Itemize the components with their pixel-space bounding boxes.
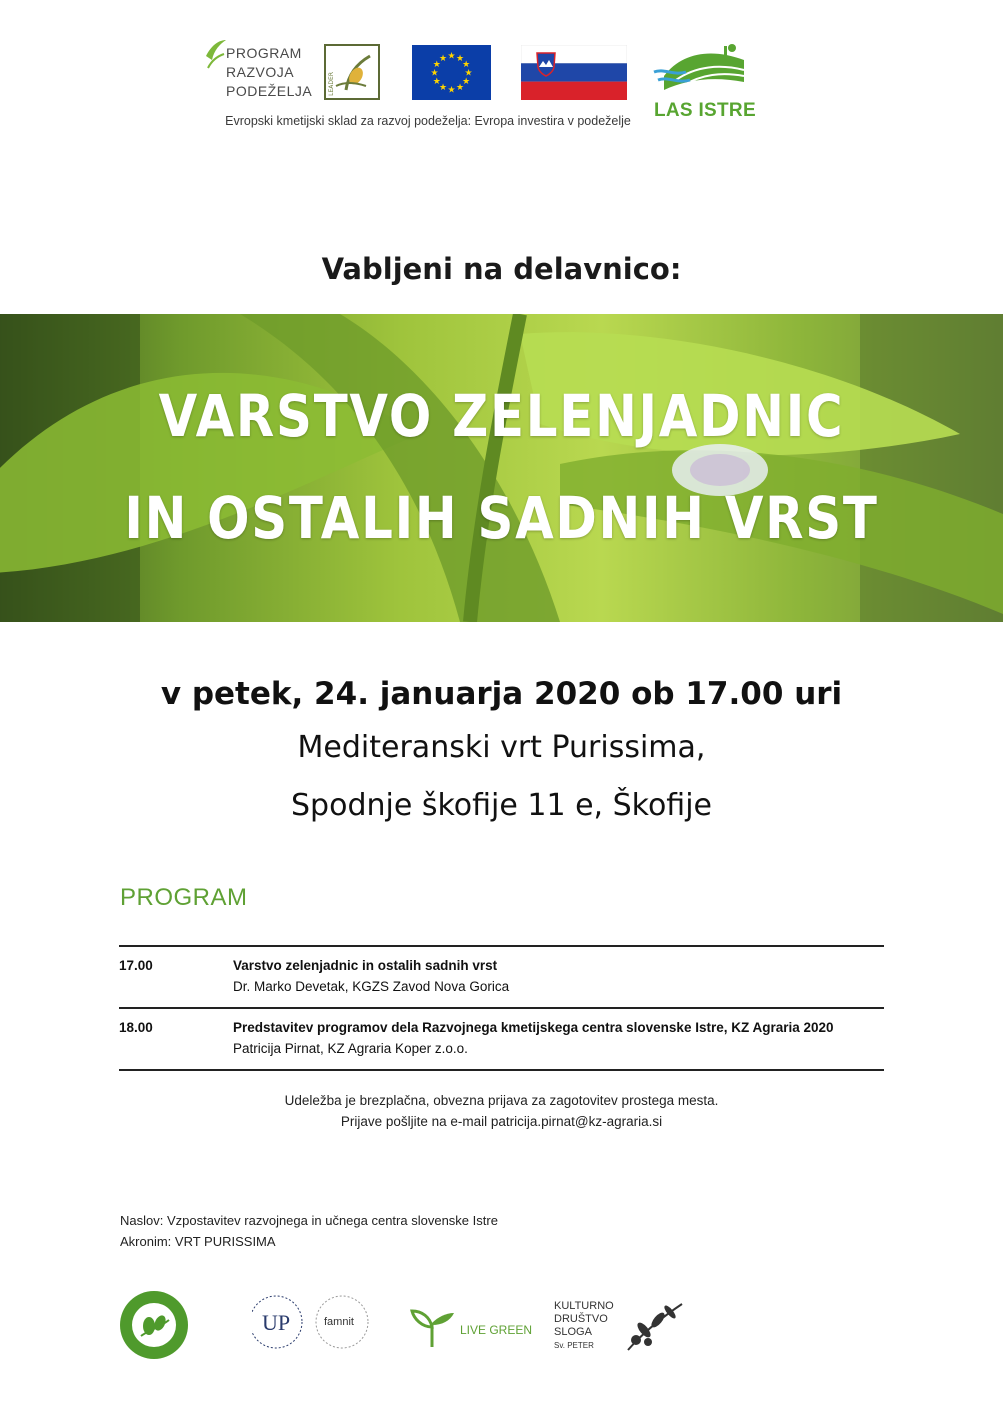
eu-star-icon: ★ (447, 51, 456, 62)
eu-star-icon: ★ (462, 60, 471, 70)
eu-star-icon: ★ (455, 53, 465, 64)
event-date: v petek, 24. januarja 2020 ob 17.00 uri (160, 676, 843, 712)
program-time: 17.00 (119, 958, 153, 973)
leaf-photo (0, 314, 1003, 622)
eu-star-icon: ★ (432, 77, 441, 87)
program-speaker: Patricija Pirnat, KZ Agraria Koper z.o.o. (233, 1041, 468, 1056)
program-row (119, 1007, 884, 1071)
program-row (119, 945, 884, 1007)
up-label: UP (262, 1310, 291, 1335)
eu-star-icon: ★ (438, 53, 448, 64)
kd-sloga-text: KULTURNO DRUŠTVO SLOGA Sv. PETER (554, 1300, 614, 1350)
las-istre-label: LAS ISTRE (654, 100, 756, 121)
banner-title-line2: IN OSTALIH SADNIH VRST (124, 484, 879, 552)
olive-branch-icon (119, 1290, 189, 1360)
eu-star-icon: ★ (464, 68, 473, 79)
eu-star-icon: ★ (430, 68, 439, 79)
program-razvoja-text: PROGRAM RAZVOJA PODEŽELJA (226, 45, 313, 99)
registration-note: Udeležba je brezplačna, obvezna prijava za zagotovitev prostega mesta. (284, 1093, 719, 1108)
program-speaker: Dr. Marko Devetak, KGZS Zavod Nova Gorica (233, 979, 510, 994)
leader-logo (324, 44, 380, 100)
program-title: Predstavitev programov dela Razvojnega kmetijskega centra slovenske Istre, KZ Agraria 2020 (233, 1020, 834, 1035)
event-venue: Mediteranski vrt Purissima, (297, 730, 706, 765)
famnit-label: famnit (324, 1316, 354, 1328)
las-istre-hills-icon (652, 42, 762, 98)
workshop-banner (0, 314, 1003, 622)
program-table (119, 945, 884, 1071)
project-acronym: Akronim: VRT PURISSIMA (120, 1234, 276, 1249)
eu-flag-icon (412, 45, 491, 100)
leader-label: LEADER (328, 72, 335, 96)
event-address: Spodnje škofije 11 e, Škofije (291, 788, 712, 823)
kd-sloga-logo (554, 1300, 694, 1360)
invite-heading: Vabljeni na delavnico: (321, 252, 682, 286)
program-razvoja-podezelja-logo (204, 38, 314, 108)
eu-star-icon: ★ (438, 83, 448, 94)
slovenia-flag-icon (521, 45, 627, 100)
leaf-swoosh-icon (204, 38, 228, 72)
live-green-label: LIVE GREEN (460, 1323, 533, 1337)
agraria-koper-logo (119, 1290, 189, 1360)
sprout-icon (408, 1303, 456, 1351)
eafrd-slogan: Evropski kmetijski sklad za razvoj podeželja: Evropa investira v podeželje (225, 114, 631, 128)
live-green-logo (408, 1303, 543, 1353)
program-title: Varstvo zelenjadnic in ostalih sadnih vrst (233, 958, 498, 973)
eu-star-icon: ★ (432, 60, 441, 70)
up-famnit-logo (252, 1288, 372, 1358)
program-heading: PROGRAM (120, 884, 248, 911)
registration-email: Prijave pošljite na e-mail patricija.pirnat@kz-agraria.si (340, 1114, 663, 1129)
eu-star-icon: ★ (462, 77, 471, 87)
program-time: 18.00 (119, 1020, 153, 1035)
eu-star-icon: ★ (447, 85, 456, 96)
banner-title-line1: VARSTVO ZELENJADNIC (158, 382, 845, 450)
olive-branch-icon (622, 1300, 686, 1356)
project-title: Naslov: Vzpostavitev razvojnega in učnega centra slovenske Istre (120, 1213, 498, 1228)
eu-star-icon: ★ (455, 83, 465, 94)
